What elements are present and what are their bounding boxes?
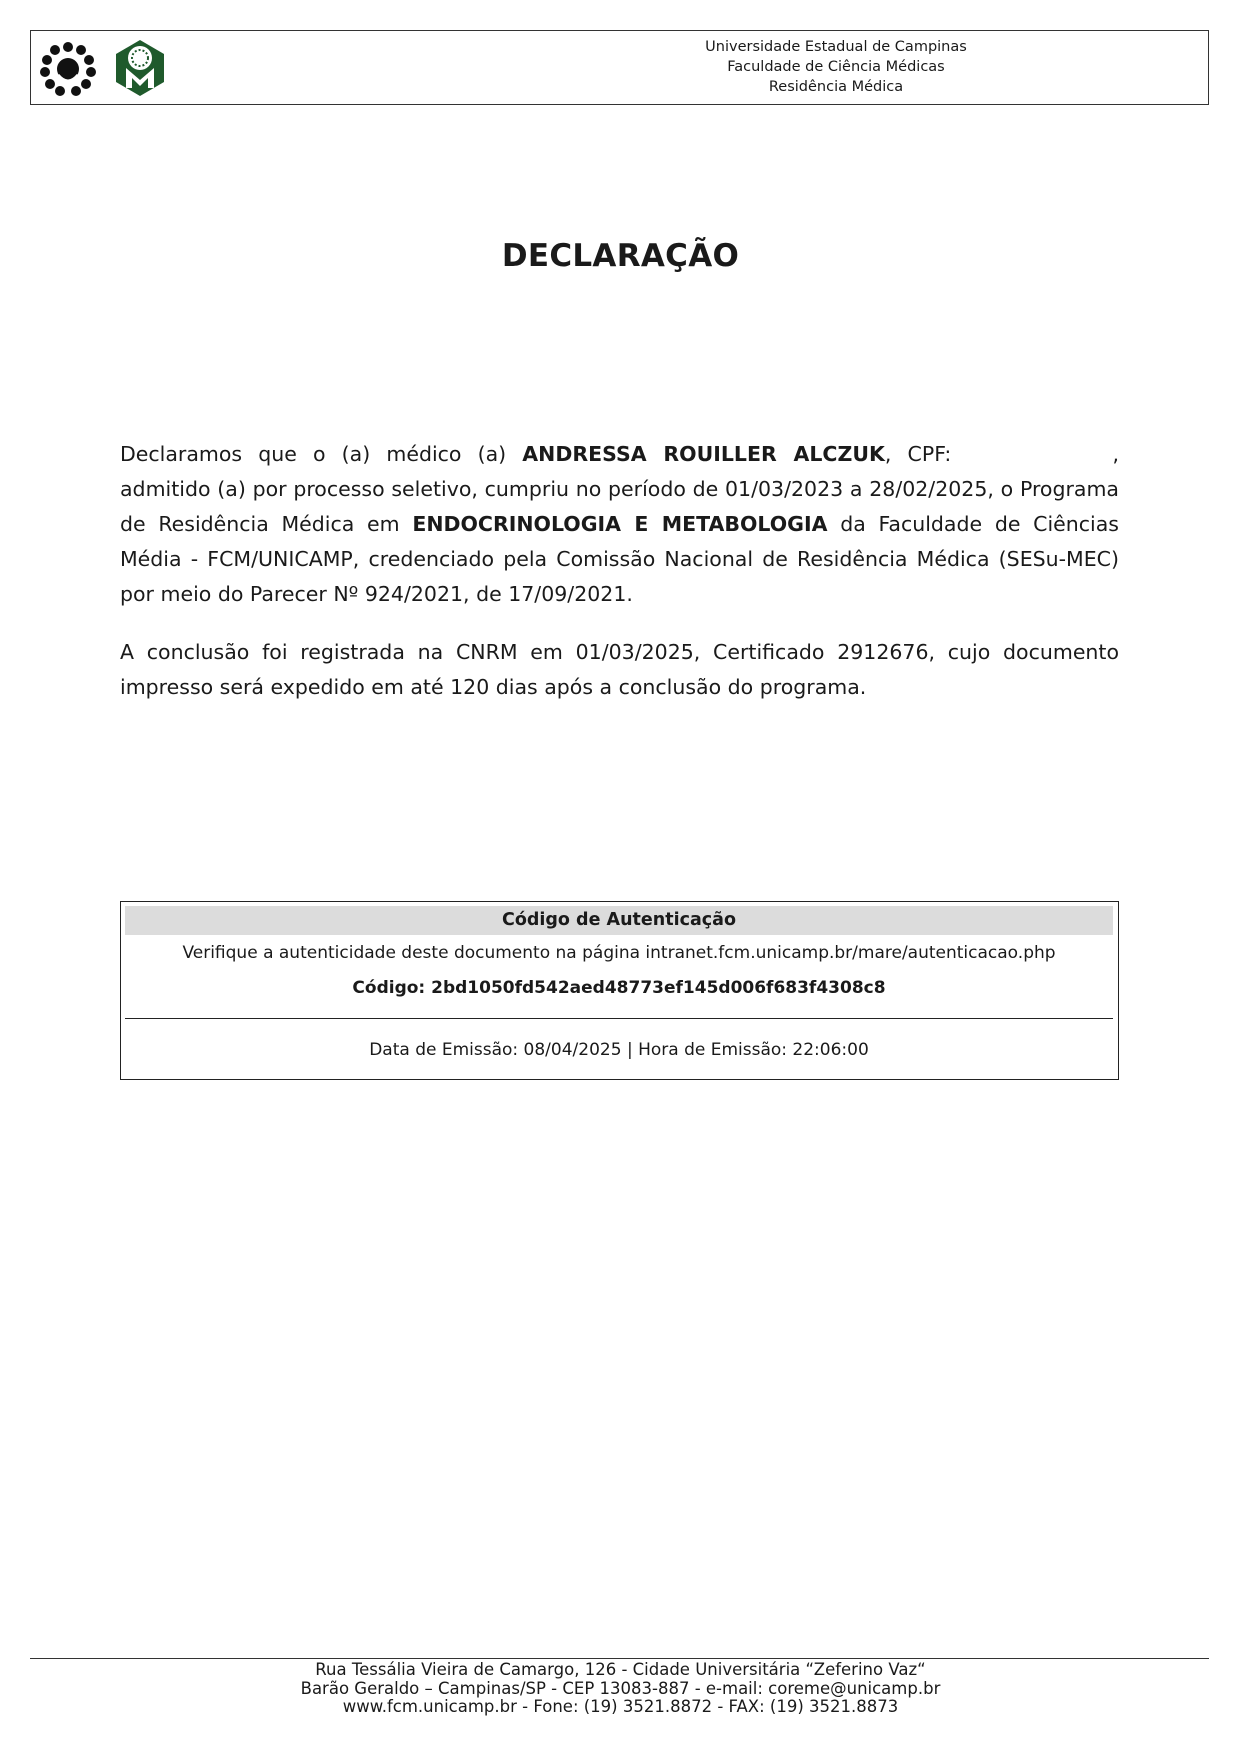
authentication-box — [120, 901, 1119, 1080]
program-name: ENDOCRINOLOGIA E METABOLOGIA — [412, 512, 828, 536]
footer-contact-line: Barão Geraldo – Campinas/SP - CEP 13083-887 - e-mail: coreme@unicamp.br — [300, 1678, 941, 1698]
text-segment: da Faculdade de Ciências Média - FCM/UNICAMP, credenciado pela Comissão Nacional de Residência Médica (SESu-MEC) por meio do Parecer Nº 924/2021, de 17/09/2021. — [120, 512, 1119, 606]
text-segment: Declaramos que o (a) médico (a) — [120, 442, 523, 466]
footer-divider — [30, 1658, 1209, 1659]
divider — [125, 1018, 1113, 1019]
institution-line: Faculdade de Ciência Médicas — [727, 59, 945, 75]
verification-text: Verifique a autenticidade deste documento na página intranet.fcm.unicamp.br/mare/autenticacao.php — [182, 943, 1056, 963]
conclusion-paragraph: A conclusão foi registrada na CNRM em 01/03/2025, Certificado 2912676, cujo documento impresso será expedido em até 120 dias após a conclusão do programa. — [120, 640, 1119, 699]
authentication-heading: Código de Autenticação — [125, 906, 1113, 935]
institution-name — [591, 37, 1081, 97]
unicamp-logo-icon — [36, 41, 100, 97]
declaration-body — [120, 437, 1119, 728]
doctor-name: ANDRESSA ROUILLER ALCZUK — [522, 442, 885, 466]
emission-datetime: Data de Emissão: 08/04/2025 | Hora de Emissão: 22:06:00 — [369, 1040, 869, 1060]
footer-address-line: Rua Tessália Vieira de Camargo, 126 - Cidade Universitária “Zeferino Vaz“ — [315, 1660, 926, 1679]
footer-website-line: www.fcm.unicamp.br - Fone: (19) 3521.8872 - FAX: (19) 3521.8873 — [342, 1697, 899, 1716]
document-title: DECLARAÇÃO — [501, 238, 740, 274]
text-segment: , admitido (a) por processo seletivo, cumpriu no período de 01/03/2023 a 28/02/2025, o Programa de Residência Médica em — [120, 442, 1119, 536]
text-segment: , CPF: — [884, 442, 968, 466]
authentication-code: Código: 2bd1050fd542aed48773ef145d006f683f4308c8 — [352, 978, 886, 998]
institution-line: Residência Médica — [768, 79, 904, 95]
institution-line: Universidade Estadual de Campinas — [705, 39, 967, 55]
document-footer — [0, 1661, 1241, 1717]
document-header — [30, 30, 1209, 105]
fcm-logo-icon — [108, 36, 172, 100]
declaration-paragraph — [120, 437, 1119, 612]
